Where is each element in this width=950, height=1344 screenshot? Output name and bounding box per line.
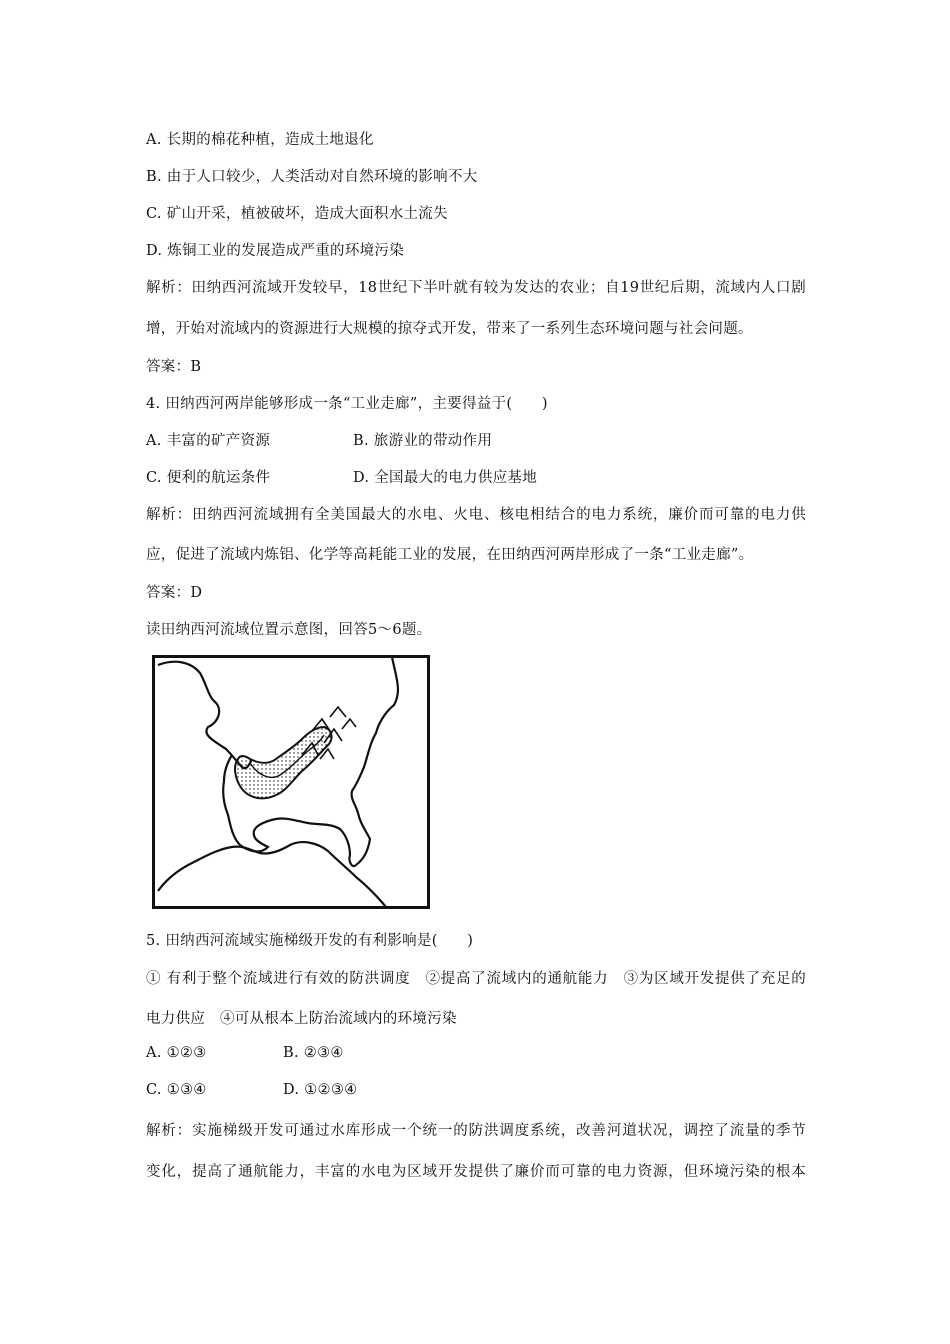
q4-option-c: C. 便利的航运条件 xyxy=(146,470,271,486)
q4-answer: 答案：D xyxy=(146,585,203,601)
q4-stem: 4. 田纳西河两岸能够形成一条“工业走廊”，主要得益于( ) xyxy=(146,396,548,412)
q4-option-d: D. 全国最大的电力供应基地 xyxy=(353,470,538,486)
tennessee-basin-map xyxy=(152,655,430,909)
q3-option-a: A. 长期的棉花种植，造成土地退化 xyxy=(146,132,374,148)
q5-statements-line2: 电力供应 ④可从根本上防治流域内的环境污染 xyxy=(146,1011,457,1027)
map-intro: 读田纳西河流域位置示意图，回答5～6题。 xyxy=(146,622,432,638)
q5-statements-line1: ① 有利于整个流域进行有效的防洪调度 ②提高了流域内的通航能力 ③为区域开发提供了充足的 xyxy=(146,971,806,987)
q3-option-d: D. 炼铜工业的发展造成严重的环境污染 xyxy=(146,243,405,259)
q5-stem: 5. 田纳西河流域实施梯级开发的有利影响是( ) xyxy=(146,933,474,949)
q4-analysis-line1: 解析：田纳西河流域拥有全美国最大的水电、火电、核电相结合的电力系统，廉价而可靠的电力供 xyxy=(146,507,806,523)
q3-option-b: B. 由于人口较少，人类活动对自然环境的影响不大 xyxy=(146,169,478,185)
q5-analysis-line2: 变化，提高了通航能力，丰富的水电为区域开发提供了廉价而可靠的电力资源，但环境污染的根本 xyxy=(146,1164,806,1180)
q5-option-c: C. ①③④ xyxy=(146,1082,207,1098)
q3-answer: 答案：B xyxy=(146,359,202,375)
q3-option-c: C. 矿山开采，植被破坏，造成大面积水土流失 xyxy=(146,206,448,222)
q3-analysis-line1: 解析：田纳西河流域开发较早，18世纪下半叶就有较为发达的农业；自19世纪后期，流域内人口剧 xyxy=(146,280,806,296)
q4-analysis-line2: 应，促进了流域内炼铝、化学等高耗能工业的发展，在田纳西河两岸形成了一条“工业走廊”。 xyxy=(146,547,754,563)
q4-option-a: A. 丰富的矿产资源 xyxy=(146,433,271,449)
q5-option-d: D. ①②③④ xyxy=(283,1082,358,1098)
q5-option-a: A. ①②③ xyxy=(146,1045,207,1061)
q3-analysis-line2: 增，开始对流域内的资源进行大规模的掠夺式开发，带来了一系列生态环境问题与社会问题。 xyxy=(146,321,753,337)
q4-option-b: B. 旅游业的带动作用 xyxy=(353,433,493,449)
q5-analysis-line1: 解析：实施梯级开发可通过水库形成一个统一的防洪调度系统，改善河道状况，调控了流量的季节 xyxy=(146,1123,806,1139)
q5-option-b: B. ②③④ xyxy=(283,1045,344,1061)
